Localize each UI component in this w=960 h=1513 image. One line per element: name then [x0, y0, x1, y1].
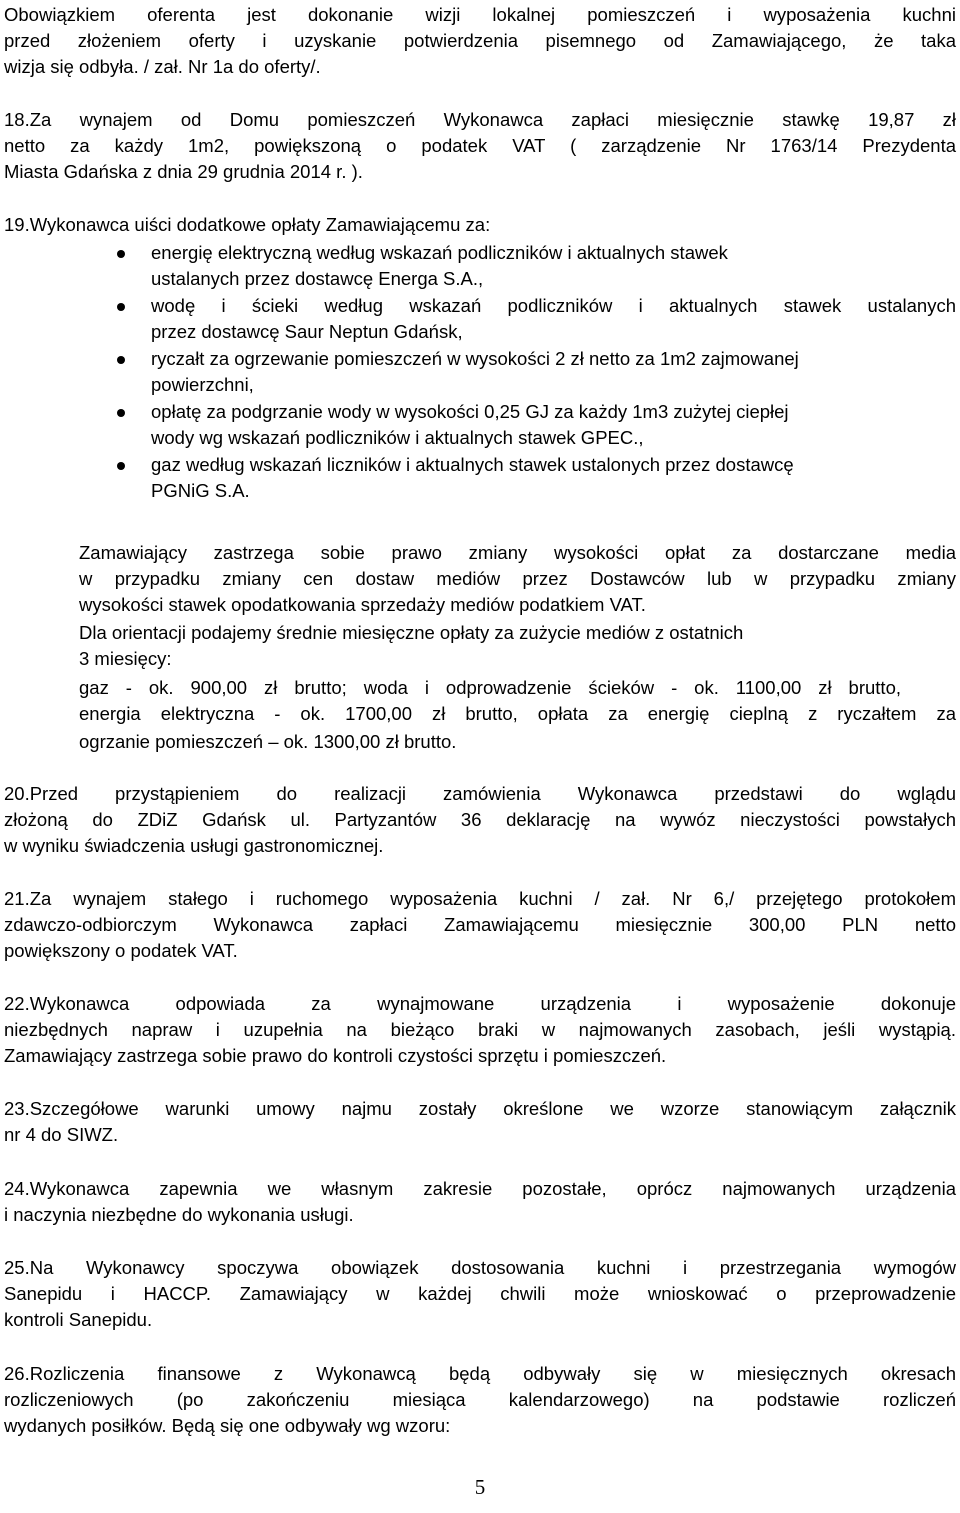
paragraph-18-line: Miasta Gdańska z dnia 29 grudnia 2014 r. ). — [4, 161, 363, 182]
paragraph-25-line: kontroli Sanepidu. — [4, 1309, 153, 1330]
paragraph-22-line: 22.Wykonawca odpowiada za wynajmowane urządzenia i wyposażenie dokonuje — [4, 993, 956, 1014]
paragraph-21-line: 21.Za wynajem stałego i ruchomego wyposażenia kuchni / zał. Nr 6,/ przejętego protokołem — [4, 888, 956, 909]
bullet-item-line: ustalanych przez dostawcę Energa S.A., — [151, 268, 484, 289]
paragraph-22-line: Zamawiający zastrzega sobie prawo do kontroli czystości sprzętu i pomieszczeń. — [4, 1045, 667, 1066]
paragraph-22-line: niezbędnych napraw i uzupełnia na bieżąco braki w najmowanych zasobach, jeśli wystąpią. — [4, 1019, 956, 1040]
paragraph-25-line: 25.Na Wykonawcy spoczywa obowiązek dostosowania kuchni i przestrzegania wymogów — [4, 1257, 956, 1278]
bullet-item-line: energię elektryczną według wskazań podliczników i aktualnych stawek — [151, 242, 728, 263]
media-line: wysokości stawek opodatkowania sprzedaży mediów podatkiem VAT. — [79, 594, 646, 615]
bullet-item-line: PGNiG S.A. — [151, 480, 250, 501]
media-line: Zamawiający zastrzega sobie prawo zmiany wysokości opłat za dostarczane media — [79, 542, 956, 563]
bullet-icon — [117, 409, 125, 417]
paragraph-26-line: 26.Rozliczenia finansowe z Wykonawcą będą odbywały się w miesięcznych okresach — [4, 1363, 956, 1384]
bullet-icon — [117, 250, 125, 258]
paragraph-18-line: netto za każdy 1m2, powiększoną o podatek VAT ( zarządzenie Nr 1763/14 Prezydenta — [4, 135, 956, 156]
intro-line: wizja się odbyła. / zał. Nr 1a do oferty/. — [4, 56, 321, 77]
paragraph-24-line: i naczynia niezbędne do wykonania usługi. — [4, 1204, 354, 1225]
bullet-item-line: opłatę za podgrzanie wody w wysokości 0,25 GJ za każdy 1m3 zużytej ciepłej — [151, 401, 789, 422]
paragraph-23-line: nr 4 do SIWZ. — [4, 1124, 119, 1145]
paragraph-20-line: złożoną do ZDiZ Gdańsk ul. Partyzantów 36 deklarację na wywóz nieczystości powstałych — [4, 809, 956, 830]
media-line: ogrzanie pomieszczeń – ok. 1300,00 zł brutto. — [79, 731, 457, 752]
paragraph-20-line: w wyniku świadczenia usługi gastronomicznej. — [4, 835, 384, 856]
intro-line: Obowiązkiem oferenta jest dokonanie wizji lokalnej pomieszczeń i wyposażenia kuchni — [4, 4, 956, 25]
bullet-item-line: wody wg wskazań podliczników i aktualnych stawek GPEC., — [151, 427, 644, 448]
media-line: energia elektryczna - ok. 1700,00 zł brutto, opłata za energię cieplną z ryczałtem za — [79, 703, 956, 724]
paragraph-20-line: 20.Przed przystąpieniem do realizacji zamówienia Wykonawca przedstawi do wglądu — [4, 783, 956, 804]
bullet-icon — [117, 356, 125, 364]
paragraph-25-line: Sanepidu i HACCP. Zamawiający w każdej chwili może wnioskować o przeprowadzenie — [4, 1283, 956, 1304]
paragraph-21-line: zdawczo-odbiorczym Wykonawca zapłaci Zamawiającemu miesięcznie 300,00 PLN netto — [4, 914, 956, 935]
media-line: w przypadku zmiany cen dostaw mediów przez Dostawców lub w przypadku zmiany — [79, 568, 956, 589]
bullet-item-line: przez dostawcę Saur Neptun Gdańsk, — [151, 321, 463, 342]
paragraph-26-line: rozliczeniowych (po zakończeniu miesiąca kalendarzowego) na podstawie rozliczeń — [4, 1389, 956, 1410]
paragraph-21-line: powiększony o podatek VAT. — [4, 940, 238, 961]
media-line: gaz - ok. 900,00 zł brutto; woda i odprowadzenie ścieków - ok. 1100,00 zł brutto, — [79, 677, 901, 698]
paragraph-23-line: 23.Szczegółowe warunki umowy najmu zostały określone we wzorze stanowiącym załącznik — [4, 1098, 956, 1119]
page-number: 5 — [474, 1475, 486, 1499]
bullet-item-line: gaz według wskazań liczników i aktualnych stawek ustalonych przez dostawcę — [151, 454, 794, 475]
paragraph-24-line: 24.Wykonawca zapewnia we własnym zakresie pozostałe, oprócz najmowanych urządzenia — [4, 1178, 956, 1199]
paragraph-19-heading: 19.Wykonawca uiści dodatkowe opłaty Zamawiającemu za: — [4, 214, 491, 235]
bullet-icon — [117, 303, 125, 311]
paragraph-26-line: wydanych posiłków. Będą się one odbywały wg wzoru: — [4, 1415, 451, 1436]
bullet-item-line: wodę i ścieki według wskazań podliczników i aktualnych stawek ustalanych — [151, 295, 956, 316]
paragraph-18-line: 18.Za wynajem od Domu pomieszczeń Wykonawca zapłaci miesięcznie stawkę 19,87 zł — [4, 109, 956, 130]
intro-line: przed złożeniem oferty i uzyskanie potwierdzenia pisemnego od Zamawiającego, że taka — [4, 30, 956, 51]
media-line: 3 miesięcy: — [79, 648, 172, 669]
bullet-item-line: ryczałt za ogrzewanie pomieszczeń w wysokości 2 zł netto za 1m2 zajmowanej — [151, 348, 799, 369]
bullet-icon — [117, 462, 125, 470]
media-line: Dla orientacji podajemy średnie miesięczne opłaty za zużycie mediów z ostatnich — [79, 622, 744, 643]
bullet-item-line: powierzchni, — [151, 374, 254, 395]
